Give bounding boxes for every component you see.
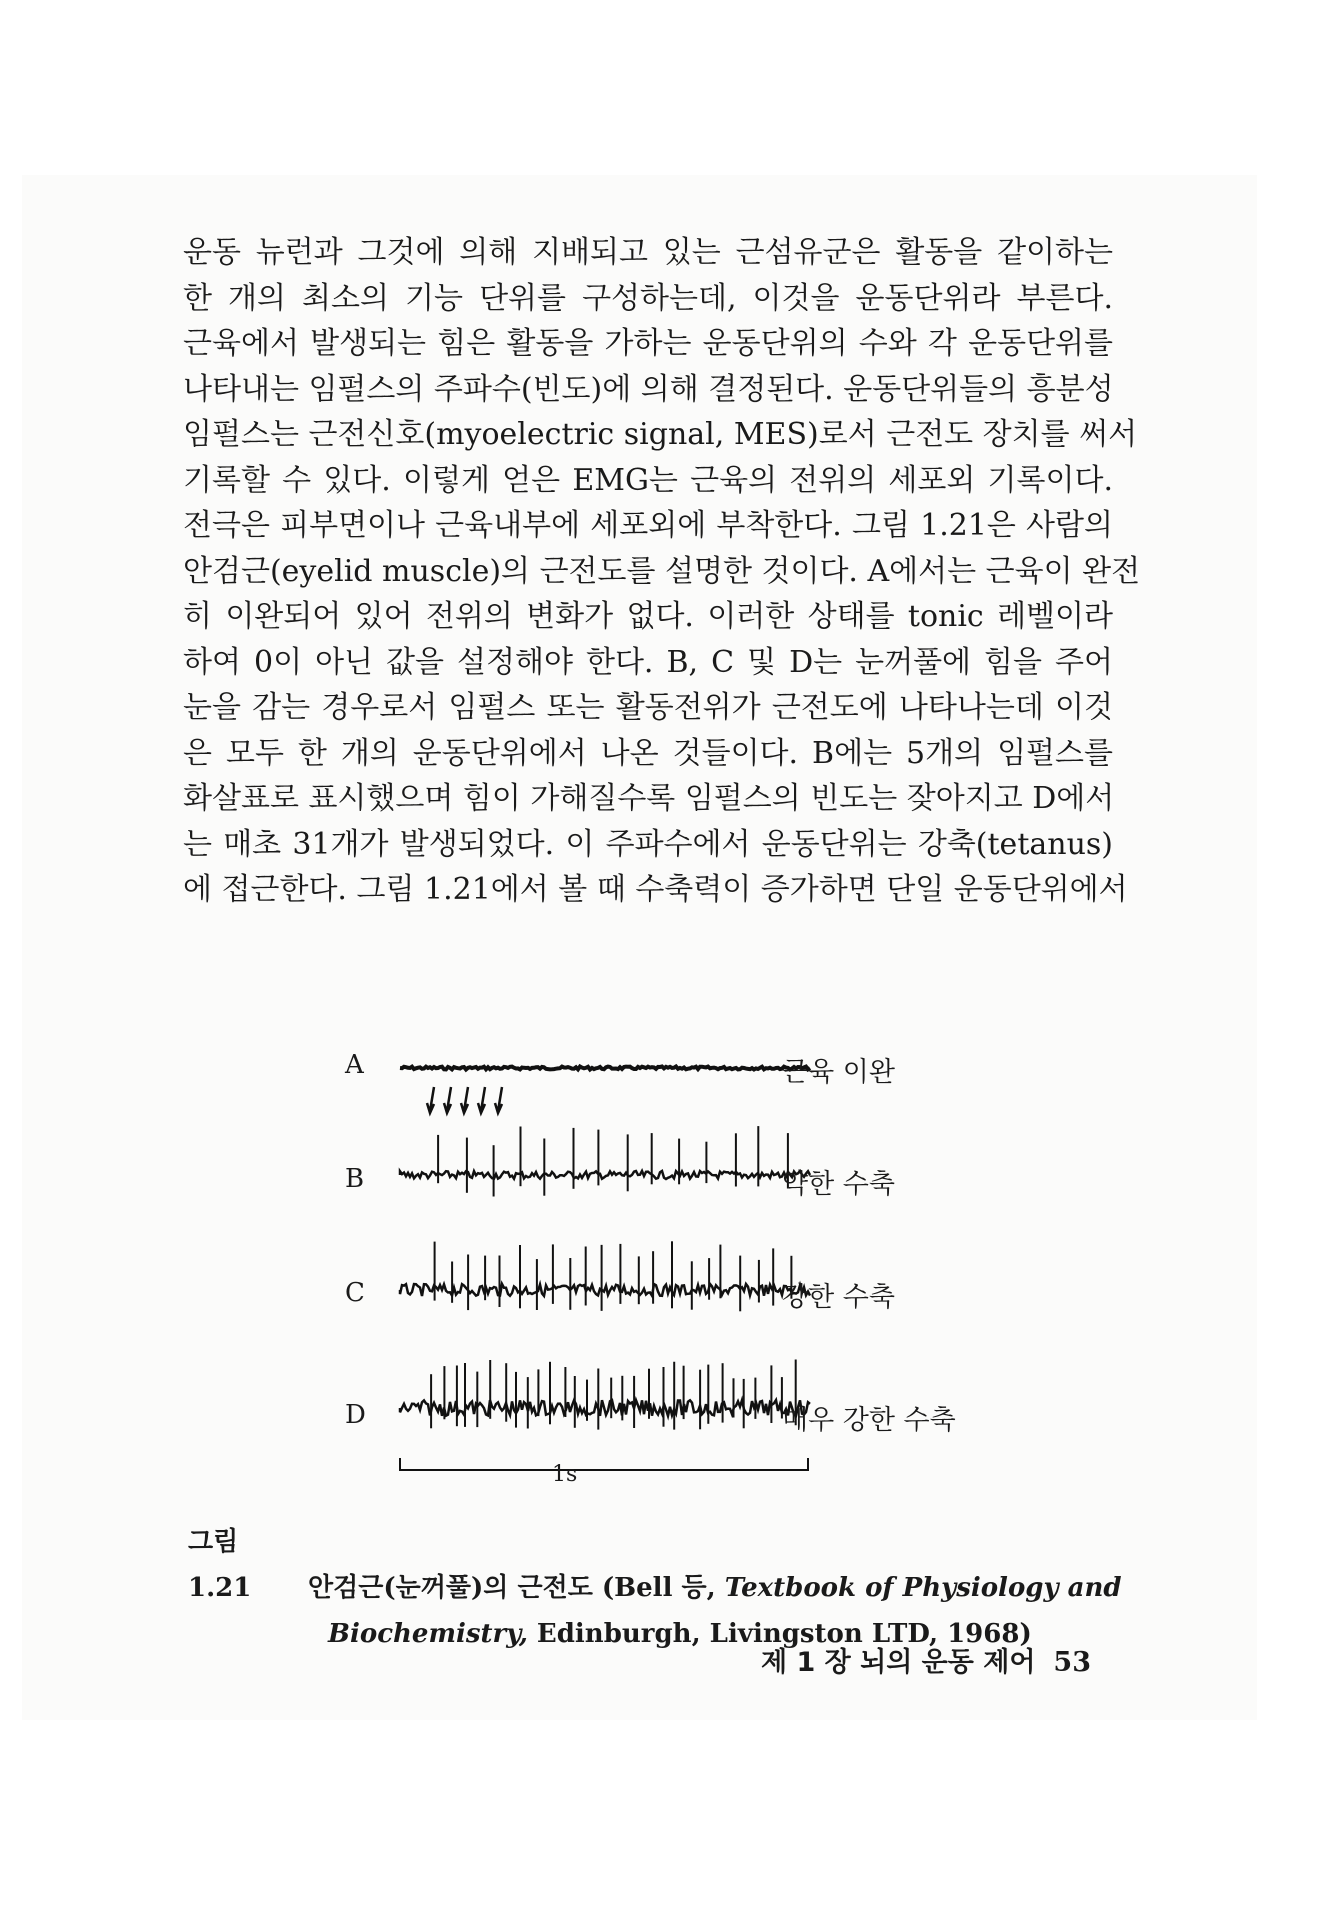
text-line: 전극은 피부면이나 근육내부에 세포외에 부착한다. 그림 1.21은 사람의 (183, 508, 1113, 543)
trace-caption-d: 매우 강한 수축 (782, 1405, 956, 1436)
trace-label-a: A (345, 1050, 364, 1080)
text-line: 나타내는 임펄스의 주파수(빈도)에 의해 결정된다. 운동단위들의 흥분성 (183, 371, 1114, 407)
scale-bar (400, 1458, 808, 1470)
text-line: 은 모두 한 개의 운동단위에서 나온 것들이다. B에는 5개의 임펄스를 (183, 735, 1113, 771)
trace-label-c: C (345, 1278, 365, 1308)
page-footer (761, 1640, 1091, 1679)
caption-book-title-2: Biochemistry, (328, 1619, 528, 1649)
impulse-arrow (461, 1087, 468, 1113)
chapter-title: 제 1 장 뇌의 운동 제어 (760, 1647, 1036, 1678)
emg-trace-a (400, 1067, 810, 1070)
impulse-arrow (444, 1087, 451, 1113)
impulse-arrow (495, 1087, 502, 1113)
emg-trace-d (400, 1360, 810, 1430)
trace-caption-b: 약한 수축 (782, 1169, 895, 1200)
trace-label-d: D (345, 1400, 366, 1430)
trace-baseline (400, 1171, 810, 1179)
trace-baseline (400, 1284, 810, 1296)
text-line: 근육에서 발생되는 힘은 활동을 가하는 운동단위의 수와 각 운동단위를 (183, 326, 1113, 361)
figure-number: 그림 1.21 (188, 1527, 252, 1603)
caption-book-title: Textbook of Physiology and (724, 1573, 1122, 1603)
text-line: 안검근(eyelid muscle)의 근전도를 설명한 것이다. A에서는 근육이 완전 (183, 553, 1141, 589)
emg-traces (380, 1040, 830, 1480)
emg-figure (330, 1040, 1010, 1500)
text-line: 기록할 수 있다. 이렇게 얻은 EMG는 근육의 전위의 세포외 기록이다. (183, 462, 1113, 498)
trace-baseline (400, 1400, 810, 1416)
page-number: 53 (1053, 1647, 1091, 1678)
trace-label-b: B (345, 1164, 365, 1194)
text-line: 에 접근한다. 그림 1.21에서 볼 때 수축력이 증가하면 단일 운동단위에서 (183, 872, 1128, 907)
text-line: 한 개의 최소의 기능 단위를 구성하는데, 이것을 운동단위라 부른다. (183, 280, 1113, 316)
trace-caption-c: 강한 수축 (782, 1282, 895, 1313)
text-line: 눈을 감는 경우로서 임펄스 또는 활동전위가 근전도에 나타나는데 이것 (183, 690, 1113, 725)
caption-text: 안검근(눈꺼풀)의 근전도 (Bell 등, (308, 1573, 725, 1603)
caption-publisher: Edinburgh, Livingston LTD, 1968) (527, 1619, 1032, 1649)
text-line: 임펄스는 근전신호(myoelectric signal, MES)로서 근전도 장치를 써서 (183, 417, 1138, 452)
trace-baseline (400, 1067, 810, 1070)
text-line: 히 이완되어 있어 전위의 변화가 없다. 이러한 상태를 tonic 레벨이라 (183, 599, 1113, 634)
figure-caption (188, 1519, 1128, 1657)
impulse-arrow (478, 1087, 485, 1113)
trace-caption-a: 근육 이완 (782, 1057, 895, 1088)
text-line: 화살표로 표시했으며 힘이 가해질수록 임펄스의 빈도는 잦아지고 D에서 (183, 781, 1115, 816)
impulse-arrow (427, 1087, 434, 1113)
emg-trace-b (400, 1087, 810, 1197)
emg-trace-c (400, 1241, 810, 1311)
scale-bar-label: 1s (552, 1462, 578, 1487)
text-line: 는 매초 31개가 발생되었다. 이 주파수에서 운동단위는 강축(tetanus) (183, 826, 1113, 862)
body-paragraph (183, 230, 1141, 913)
text-line: 하여 0이 아닌 값을 설정해야 한다. B, C 및 D는 눈꺼풀에 힘을 주어 (183, 644, 1113, 680)
text-line: 운동 뉴런과 그것에 의해 지배되고 있는 근섬유군은 활동을 같이하는 (183, 235, 1113, 270)
